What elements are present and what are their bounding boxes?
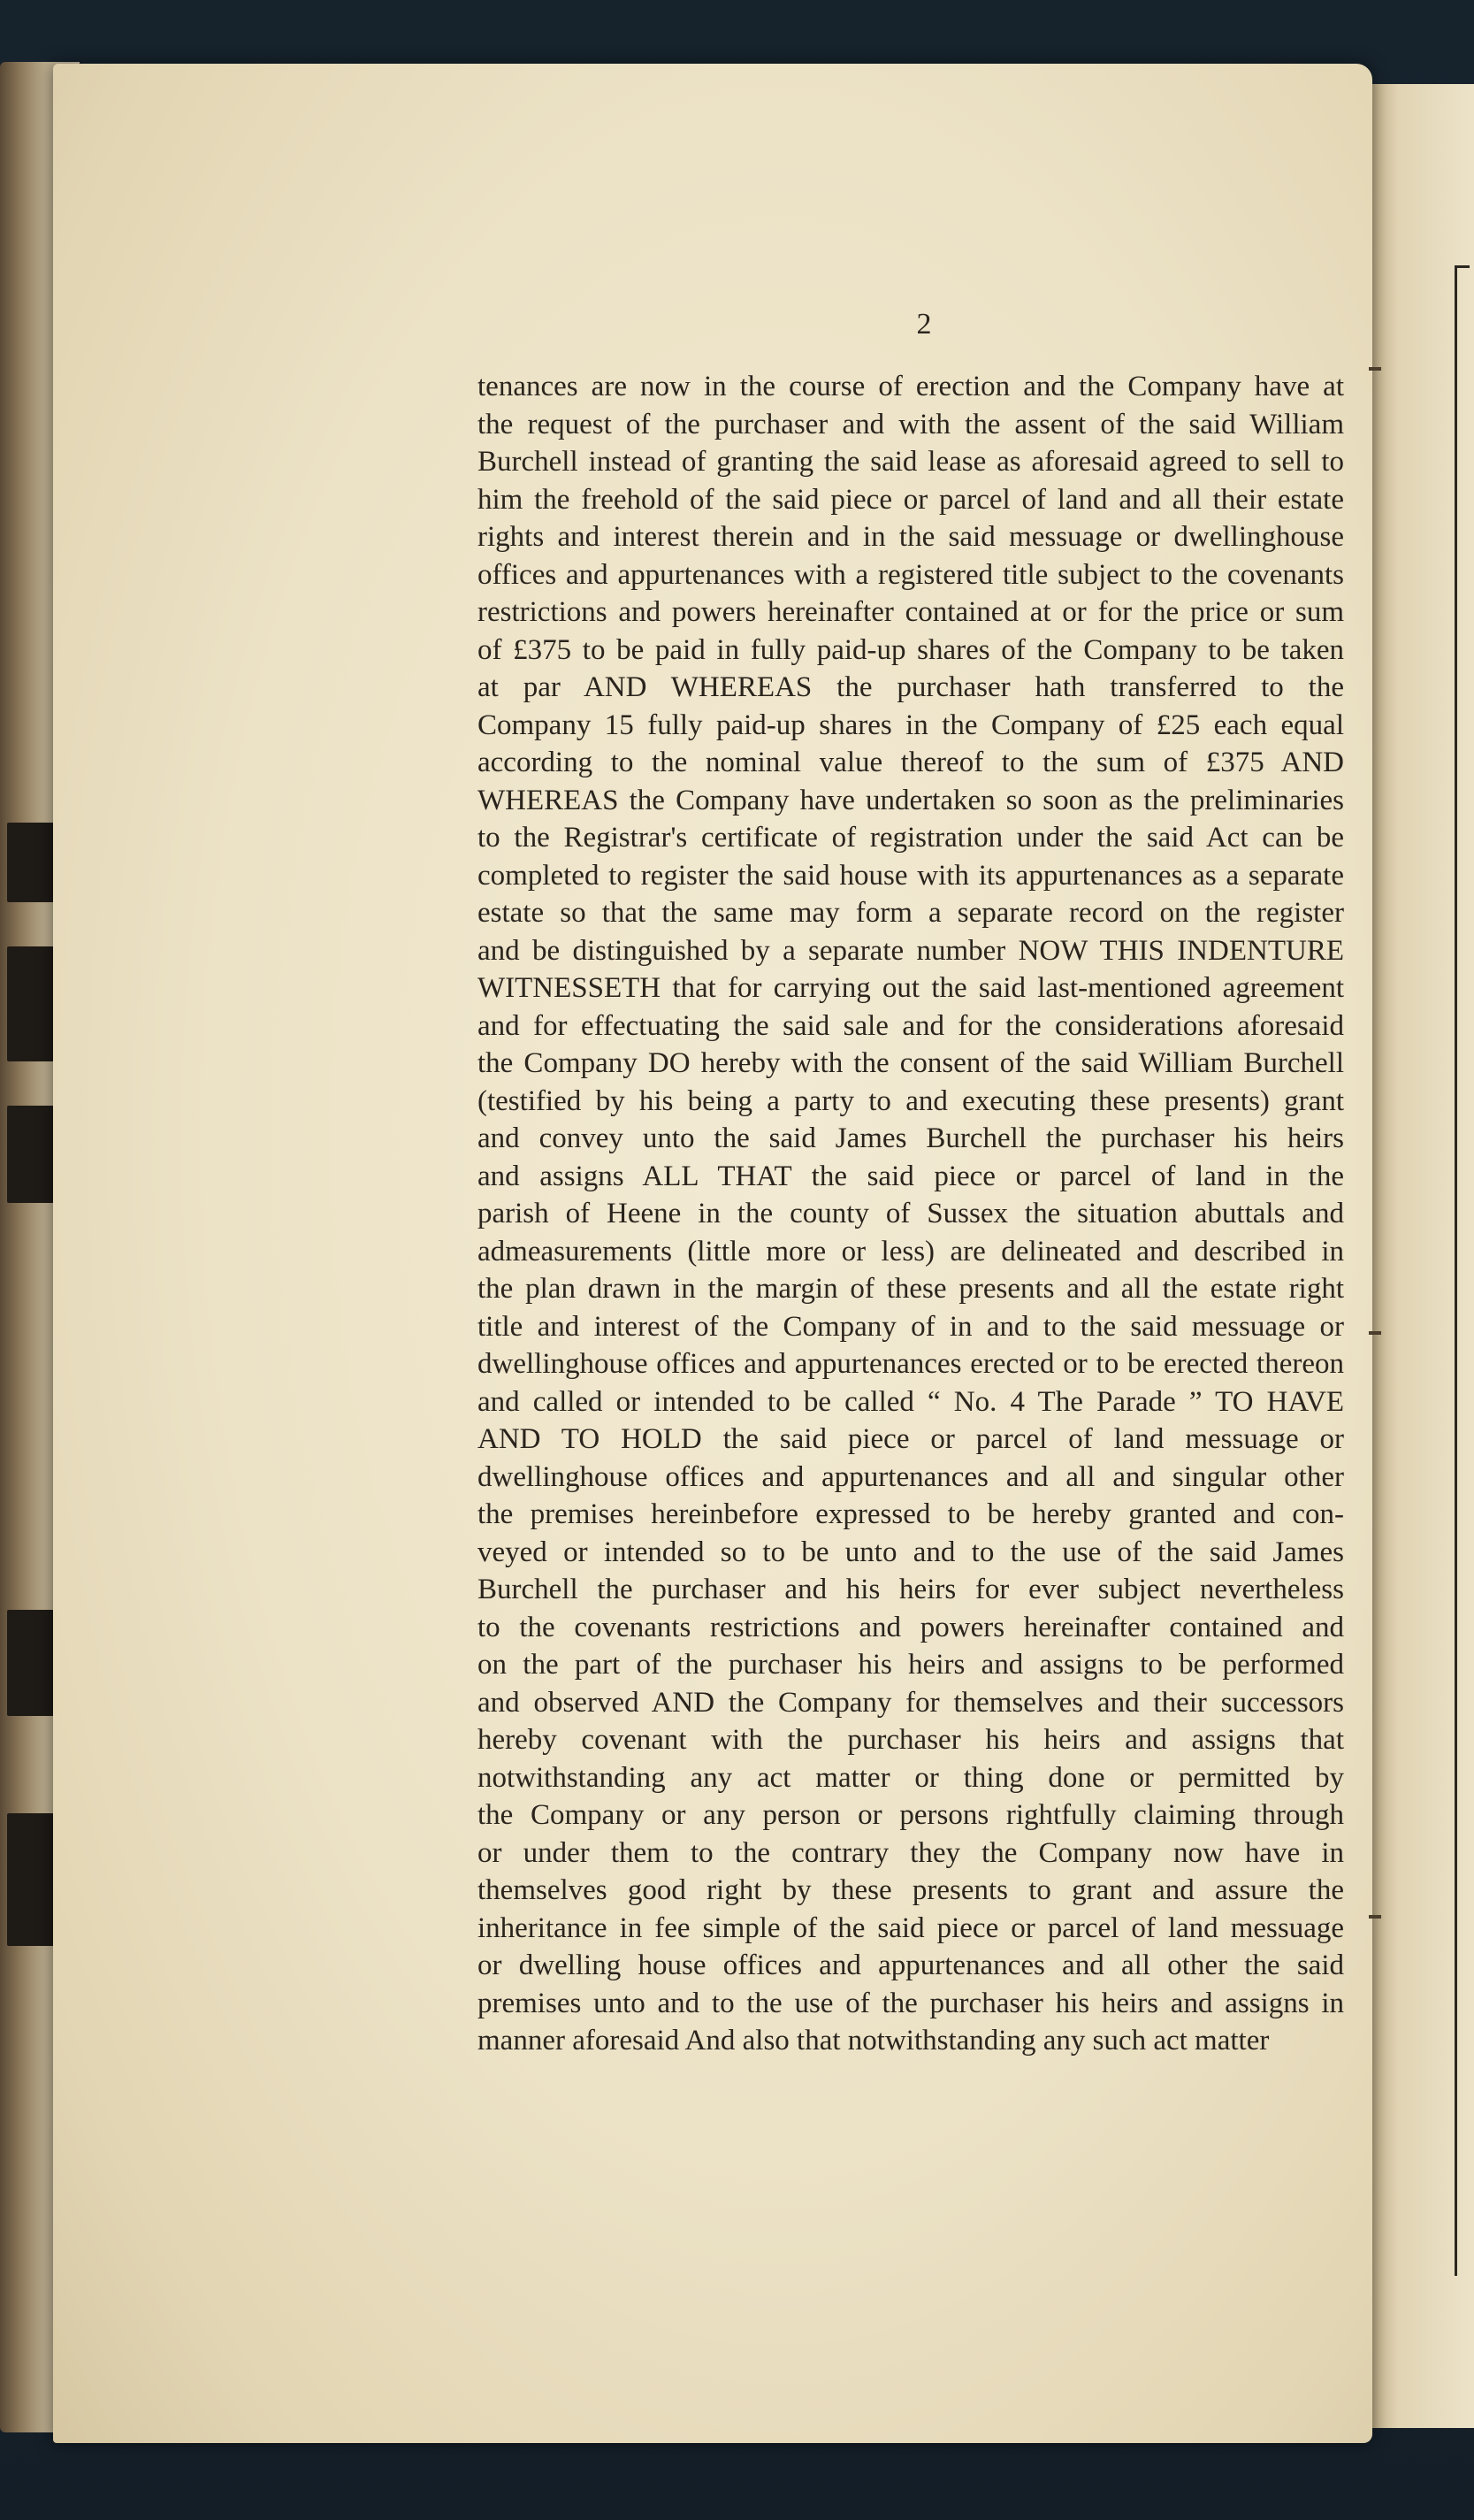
text-line: Company 15 fully paid-up shares in the Company of £25 each equal — [477, 709, 1344, 741]
text-line: dwellinghouse offices and appurtenances and all and singular other — [477, 1460, 1344, 1493]
text-line: and be distinguished by a separate number NOW THIS INDENTURE — [477, 934, 1344, 967]
text-line: WITNESSETH that for carrying out the said last-mentioned agreement — [477, 972, 1344, 1004]
binding-tab — [7, 823, 56, 902]
text-line: the plan drawn in the margin of these presents and all the estate right — [477, 1273, 1344, 1305]
binding-tab — [7, 1813, 56, 1946]
text-line: of £375 to be paid in fully paid-up shares of the Company to be taken — [477, 633, 1344, 666]
text-line: at par AND WHEREAS the purchaser hath transferred to the — [477, 671, 1344, 703]
text-line: estate so that the same may form a separate record on the register — [477, 897, 1344, 929]
text-line: offices and appurtenances with a registered title subject to the covenants — [477, 558, 1344, 591]
text-line: to the covenants restrictions and powers hereinafter contained and — [477, 1611, 1344, 1643]
text-line: or under them to the contrary they the Company now have in — [477, 1836, 1344, 1869]
text-line: dwellinghouse offices and appurtenances erected or to be erected thereon — [477, 1348, 1344, 1380]
page-tack — [1369, 1915, 1381, 1919]
binding-tab — [7, 1106, 56, 1203]
text-line: Burchell instead of granting the said lease as aforesaid agreed to sell to — [477, 446, 1344, 478]
text-line: admeasurements (little more or less) are delineated and described in — [477, 1235, 1344, 1268]
text-line: and observed AND the Company for themselves and their successors — [477, 1686, 1344, 1719]
text-line: the Company or any person or persons rightfully claiming through — [477, 1799, 1344, 1831]
text-line: title and interest of the Company of in and to the said messuage or — [477, 1310, 1344, 1343]
text-line: veyed or intended so to be unto and to the use of the said James — [477, 1536, 1344, 1568]
text-line: notwithstanding any act matter or thing done or permitted by — [477, 1761, 1344, 1794]
text-line: on the part of the purchaser his heirs and assigns to be performed — [477, 1649, 1344, 1681]
binding-tab — [7, 1610, 56, 1716]
text-line: restrictions and powers hereinafter contained at or for the price or sum — [477, 596, 1344, 628]
text-line: manner aforesaid And also that notwithstanding any such act matter — [477, 2025, 1270, 2057]
text-line: completed to register the said house with its appurtenances as a separate — [477, 859, 1344, 892]
text-line: and for effectuating the said sale and for the considerations aforesaid — [477, 1009, 1344, 1042]
text-line: the request of the purchaser and with the assent of the said William — [477, 408, 1344, 440]
text-line: and called or intended to be called “ No. 4 The Parade ” TO HAVE — [477, 1385, 1344, 1418]
page-tack — [1369, 1331, 1381, 1335]
text-line: premises unto and to the use of the purchaser his heirs and assigns in — [477, 1987, 1344, 2019]
text-line: themselves good right by these presents to grant and assure the — [477, 1874, 1344, 1906]
text-line: tenances are now in the course of erection and the Company have at — [477, 371, 1344, 402]
text-line: according to the nominal value thereof to the sum of £375 AND — [477, 747, 1344, 778]
body-text — [477, 368, 1344, 2060]
text-line: him the freehold of the said piece or parcel of land and all their estate — [477, 483, 1344, 516]
text-line: the Company DO hereby with the consent of the said William Burchell — [477, 1047, 1344, 1079]
text-line: inheritance in fee simple of the said piece or parcel of land messuage — [477, 1911, 1344, 1944]
text-line: (testified by his being a party to and executing these presents) grant — [477, 1084, 1344, 1117]
text-line: WHEREAS the Company have undertaken so soon as the preliminaries — [477, 784, 1344, 816]
page-number: 2 — [916, 308, 932, 341]
text-line: or dwelling house offices and appurtenances and all other the said — [477, 1949, 1344, 1981]
text-line: rights and interest therein and in the said messuage or dwellinghouse — [477, 521, 1344, 553]
text-line: and convey unto the said James Burchell the purchaser his heirs — [477, 1122, 1344, 1154]
binding-tab — [7, 946, 56, 1061]
text-line: Burchell the purchaser and his heirs for ever subject nevertheless — [477, 1574, 1344, 1605]
text-line: the premises hereinbefore expressed to be hereby granted and con- — [477, 1498, 1344, 1530]
text-line: AND TO HOLD the said piece or parcel of land messuage or — [477, 1423, 1344, 1455]
page-tack — [1369, 367, 1381, 371]
text-line: parish of Heene in the county of Sussex the situation abuttals and — [477, 1198, 1344, 1229]
text-line: and assigns ALL THAT the said piece or parcel of land in the — [477, 1160, 1344, 1192]
adjacent-page-border — [1455, 265, 1470, 2276]
text-line: to the Registrar's certificate of registration under the said Act can be — [477, 822, 1344, 854]
text-line: hereby covenant with the purchaser his heirs and assigns that — [477, 1724, 1344, 1756]
